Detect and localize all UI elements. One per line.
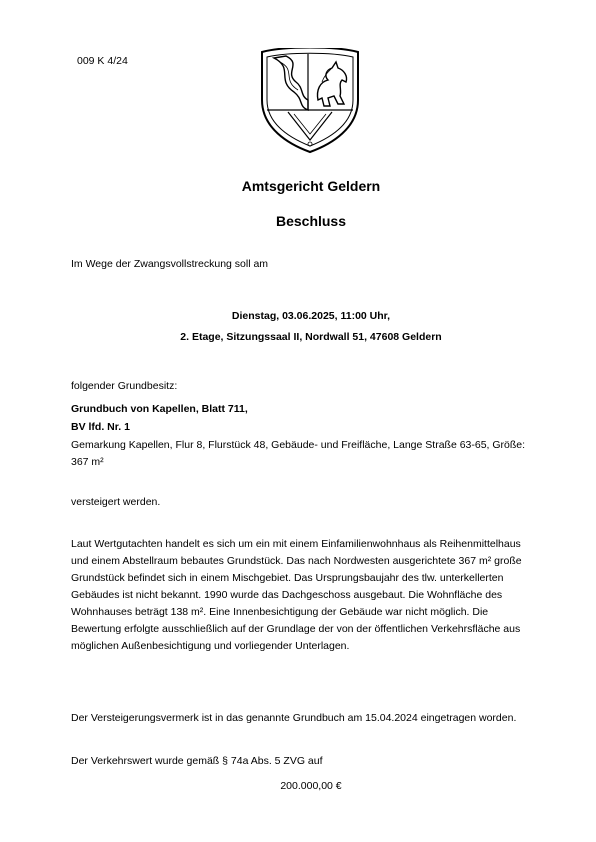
nrw-coat-of-arms-icon	[258, 48, 362, 154]
auction-phrase: versteigert werden.	[71, 496, 161, 508]
market-value: 200.000,00 €	[280, 780, 342, 792]
file-number: 009 K 4/24	[77, 55, 128, 67]
appointment-location: 2. Etage, Sitzungssaal II, Nordwall 51, 47608 Geldern	[180, 331, 442, 343]
court-name: Amtsgericht Geldern	[241, 178, 381, 194]
property-register: Grundbuch von Kapellen, Blatt 711,	[71, 403, 248, 415]
property-intro: folgender Grundbesitz:	[71, 380, 178, 392]
value-intro: Der Verkehrswert wurde gemäß § 74a Abs. 5 ZVG auf	[71, 755, 323, 767]
document-title: Beschluss	[275, 213, 347, 229]
property-bv: BV lfd. Nr. 1	[71, 421, 130, 433]
appraisal-text: Laut Wertgutachten handelt es sich um ein mit einem Einfamilienwohnhaus als Reihenmittelhaus und einem Abstellraum bebautes Grundstück. Das nach Nordwesten ausgerichtete 367 m² große Grundstück befindet sich in einem Mischgebiet. Das Ursprungsbaujahr des tlw. unterkellerten Gebäudes ist nicht bekannt. 1990 wurde das Dachgeschoss ausgebaut. Die Wohnfläche des Wohnhauses beträgt 138 m². Eine Innenbesichtigung der Gebäude war nicht möglich. Die Bewertung erfolgte ausschließlich auf der Grundlage der von der öffentlichen Verkehrsfläche aus möglichen Außenbesichtigung und vorliegender Unterlagen.	[71, 538, 522, 652]
appointment-date: Dienstag, 03.06.2025, 11:00 Uhr,	[231, 310, 391, 322]
registration-note: Der Versteigerungsvermerk ist in das genannte Grundbuch am 15.04.2024 eingetragen worden.	[71, 712, 517, 724]
intro-text: Im Wege der Zwangsvollstreckung soll am	[71, 258, 269, 270]
property-description: Gemarkung Kapellen, Flur 8, Flurstück 48, Gebäude- und Freifläche, Lange Straße 63-65, Größe: 367 m²	[71, 439, 526, 468]
